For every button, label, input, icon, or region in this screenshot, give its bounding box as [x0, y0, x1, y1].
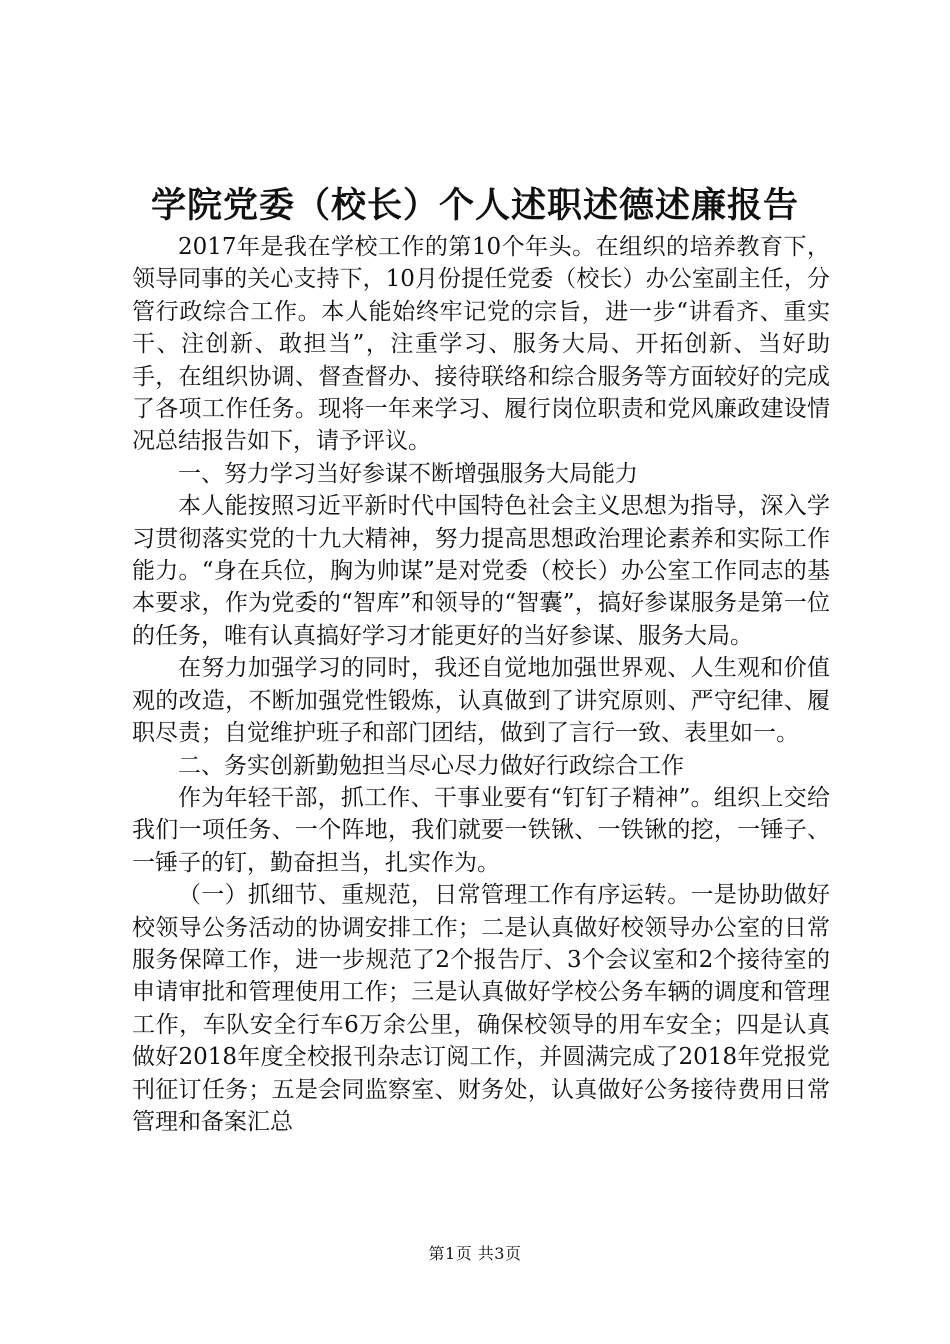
intro-paragraph: 2017年是我在学校工作的第10个年头。在组织的培养教育下，领导同事的关心支持下，10月份提任党委（校长）办公室副主任，分管行政综合工作。本人能始终牢记党的宗旨，进一步“讲看齐、重实干、注创新、敢担当”，注重学习、服务大局、开拓创新、当好助手，在组织协调、督查督办、接待联络和综合服务等方面较好的完成了各项工作任务。现将一年来学习、履行岗位职责和党风廉政建设情况总结报告如下，请予评议。 [132, 234, 830, 455]
document-title: 学院党委（校长）个人述职述德述廉报告 [150, 185, 799, 226]
body-paragraph: 作为年轻干部，抓工作、干事业要有“钉钉子精神”。组织上交给我们一项任务、一个阵地，我们就要一铁锹、一铁锹的挖，一锤子、一锤子的钉，勤奋担当，扎实作为。 [132, 784, 830, 876]
body-paragraph: 本人能按照习近平新时代中国特色社会主义思想为指导，深入学习贯彻落实党的十九大精神，努力提高思想政治理论素养和实际工作能力。“身在兵位，胸为帅谋”是对党委（校长）办公室工作同志的基本要求，作为党委的“智库”和领导的“智囊”，搞好参谋服务是第一位的任务，唯有认真搞好学习才能更好的当好参谋、服务大局。 [132, 493, 830, 649]
page-number-footer: 第1页 共3页 [428, 1244, 522, 1263]
body-paragraph: 在努力加强学习的同时，我还自觉地加强世界观、人生观和价值观的改造，不断加强党性锻炼，认真做到了讲究原则、严守纪律、履职尽责；自觉维护班子和部门团结，做到了言行一致、表里如一。 [132, 655, 830, 747]
document-body [132, 231, 830, 1138]
section-heading-2: 二、务实创新勤勉担当尽心尽力做好行政综合工作 [178, 752, 684, 779]
body-paragraph: （一）抓细节、重规范，日常管理工作有序运转。一是协助做好校领导公务活动的协调安排工作；二是认真做好校领导办公室的日常服务保障工作，进一步规范了2个报告厅、3个会议室和2个接待室的申请审批和管理使用工作；三是认真做好学校公务车辆的调度和管理工作，车队安全行车6万余公里，确保校领导的用车安全；四是认真做好2018年度全校报刊杂志订阅工作，并圆满完成了2018年党报党刊征订任务；五是会同监察室、财务处，认真做好公务接待费用日常管理和备案汇总 [132, 882, 830, 1135]
section-heading-1: 一、努力学习当好参谋不断增强服务大局能力 [178, 460, 638, 487]
